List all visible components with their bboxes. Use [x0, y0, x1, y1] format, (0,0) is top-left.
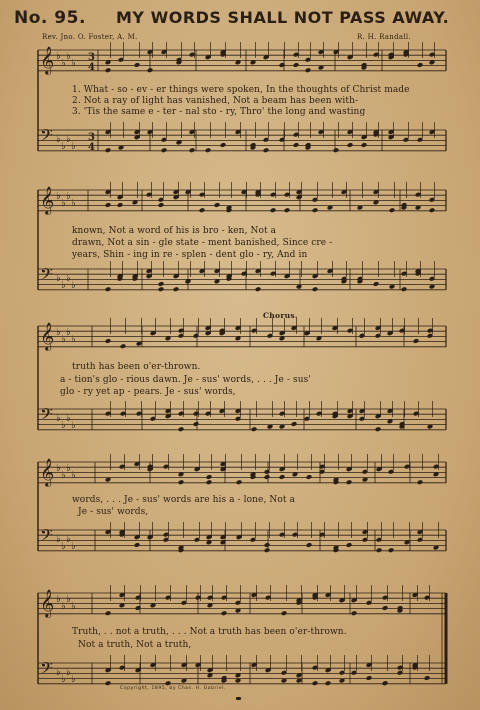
flat-icon: ♭ — [61, 601, 66, 612]
flat-icon: ♭ — [56, 413, 61, 424]
note-head — [375, 426, 382, 432]
note-head — [255, 286, 262, 292]
note-head — [291, 421, 298, 427]
bass-clef-icon: 𝄢 — [40, 125, 53, 149]
note-head — [236, 479, 243, 485]
flat-icon: ♭ — [66, 51, 71, 62]
note-head — [376, 547, 383, 553]
note-head — [105, 680, 112, 686]
flat-icon: ♭ — [66, 327, 71, 338]
bass-clef-icon: 𝄢 — [40, 404, 53, 428]
note-head — [120, 343, 127, 349]
note-head — [134, 542, 141, 548]
treble-clef-icon: 𝄞 — [40, 458, 55, 486]
flat-icon: ♭ — [66, 463, 71, 474]
flat-icon: ♭ — [61, 58, 66, 69]
note-head — [158, 281, 165, 287]
note-head — [366, 675, 373, 681]
note-head — [178, 426, 185, 432]
flat-icon: ♭ — [66, 191, 71, 202]
flat-icon: ♭ — [66, 413, 71, 424]
treble-clef-icon: 𝄞 — [40, 186, 55, 214]
note-head — [220, 142, 227, 148]
note-head — [281, 610, 288, 616]
flat-icon: ♭ — [71, 470, 76, 481]
time-signature: 3 — [88, 132, 95, 143]
flat-icon: ♭ — [56, 327, 61, 338]
note-head — [279, 474, 286, 480]
note-head — [264, 474, 271, 480]
bass-clef-icon: 𝄢 — [40, 264, 53, 288]
treble-clef-icon: 𝄞 — [40, 589, 55, 617]
hymn-number: No. 95. — [14, 8, 86, 28]
note-head — [306, 542, 313, 548]
note-head — [105, 67, 112, 73]
flat-icon: ♭ — [56, 534, 61, 545]
note-head — [305, 67, 312, 73]
flat-icon: ♭ — [71, 674, 76, 685]
note-head — [199, 207, 206, 213]
note-head — [373, 281, 380, 287]
note-head — [325, 680, 332, 686]
flat-icon: ♭ — [71, 198, 76, 209]
flat-icon: ♭ — [61, 541, 66, 552]
flat-icon: ♭ — [61, 674, 66, 685]
note-head — [347, 142, 354, 148]
note-head — [389, 207, 396, 213]
chorus-label: Chorus. — [263, 311, 298, 320]
note-head — [214, 202, 221, 208]
treble-clef-icon: 𝄞 — [40, 322, 55, 350]
flat-icon: ♭ — [66, 534, 71, 545]
flat-icon: ♭ — [71, 141, 76, 152]
note-head — [284, 207, 291, 213]
bass-clef-icon: 𝄢 — [40, 658, 53, 682]
flat-icon: ♭ — [61, 420, 66, 431]
flat-icon: ♭ — [56, 273, 61, 284]
flat-icon: ♭ — [61, 280, 66, 291]
flat-icon: ♭ — [61, 334, 66, 345]
hymn-title: MY WORDS SHALL NOT PASS AWAY. — [116, 8, 450, 27]
note-head — [105, 202, 112, 208]
note-head — [306, 474, 313, 480]
note-head — [382, 680, 389, 686]
note-head — [161, 147, 168, 153]
note-head — [312, 286, 319, 292]
note-head — [293, 62, 300, 68]
flat-icon: ♭ — [56, 51, 61, 62]
flat-icon: ♭ — [71, 601, 76, 612]
note-head — [193, 421, 200, 427]
composer-credit: R. H. Randall. — [357, 33, 411, 41]
lyric-line: known, Not a word of his is bro - ken, Not a — [72, 226, 277, 236]
note-head — [312, 207, 319, 213]
note-head — [293, 142, 300, 148]
lyric-line: truth has been o'er-thrown. — [72, 362, 201, 372]
note-head — [312, 680, 319, 686]
note-head — [117, 202, 124, 208]
flat-icon: ♭ — [56, 463, 61, 474]
flat-icon: ♭ — [71, 541, 76, 552]
note-head — [382, 605, 389, 611]
flat-icon: ♭ — [71, 334, 76, 345]
note-head — [413, 338, 420, 344]
flat-icon: ♭ — [66, 594, 71, 605]
flat-icon: ♭ — [66, 134, 71, 145]
flat-icon: ♭ — [61, 198, 66, 209]
note-head — [264, 547, 271, 553]
lyric-line: 1. What - so - ev - er things were spoken, In the thoughts of Christ made — [72, 85, 410, 95]
flat-icon: ♭ — [56, 594, 61, 605]
lyric-line: Not a truth, Not a truth, — [78, 640, 192, 650]
time-signature: 3 — [88, 52, 95, 63]
note-head — [361, 142, 368, 148]
lyric-line: 3. 'Tis the same e - ter - nal sto - ry, Thro' the long and wasting — [72, 107, 366, 117]
time-signature: 4 — [88, 142, 95, 153]
note-head — [429, 207, 436, 213]
note-head — [346, 542, 353, 548]
note-head — [417, 479, 424, 485]
note-head — [158, 202, 165, 208]
note-head — [105, 286, 112, 292]
note-head — [189, 147, 196, 153]
note-head — [270, 207, 277, 213]
note-head — [388, 547, 395, 553]
note-head — [206, 479, 213, 485]
note-head — [178, 479, 185, 485]
note-head — [134, 62, 141, 68]
copyright-notice: Copyright, 1895, by Chas. H. Gabriel. — [120, 686, 227, 691]
flat-icon: ♭ — [56, 667, 61, 678]
note-head — [147, 67, 154, 73]
page-mark — [236, 697, 241, 700]
flat-icon: ♭ — [71, 58, 76, 69]
note-head — [417, 62, 424, 68]
note-head — [424, 675, 431, 681]
lyric-line: 2. Not a ray of light has vanished, Not a beam has been with- — [72, 96, 359, 106]
lyric-line: Truth, . . not a truth, . . . Not a truth has been o'er-thrown. — [72, 627, 347, 637]
flat-icon: ♭ — [56, 191, 61, 202]
note-head — [205, 147, 212, 153]
flat-icon: ♭ — [71, 420, 76, 431]
note-head — [221, 610, 228, 616]
note-head — [105, 338, 112, 344]
flat-icon: ♭ — [56, 134, 61, 145]
flat-icon: ♭ — [61, 141, 66, 152]
note-head — [251, 426, 258, 432]
flat-icon: ♭ — [71, 280, 76, 291]
note-head — [351, 610, 358, 616]
flat-icon: ♭ — [66, 667, 71, 678]
note-head — [401, 286, 408, 292]
note-head — [206, 474, 213, 480]
lyric-line: words, . . . Je - sus' words are his a - lone, Not a — [72, 495, 296, 505]
lyric-line: drawn, Not a sin - gle state - ment banished, Since cre - — [72, 238, 333, 248]
flat-icon: ♭ — [61, 470, 66, 481]
lyric-line: glo - ry yet ap - pears. Je - sus' words, — [60, 387, 236, 397]
note-head — [264, 542, 271, 548]
note-head — [105, 147, 112, 153]
author-credit: Rev. Jno. O. Foster, A. M. — [42, 33, 138, 41]
note-head — [173, 286, 180, 292]
note-head — [346, 479, 353, 485]
lyric-line: Je - sus' words, — [78, 507, 149, 517]
note-head — [105, 610, 112, 616]
note-head — [158, 286, 165, 292]
note-head — [333, 147, 340, 153]
time-signature: 4 — [88, 62, 95, 73]
treble-clef-icon: 𝄞 — [40, 46, 55, 74]
lyric-line: years, Shin - ing in re - splen - dent glo - ry, And in — [72, 250, 308, 260]
flat-icon: ♭ — [66, 273, 71, 284]
note-head — [263, 147, 270, 153]
bass-clef-icon: 𝄢 — [40, 525, 53, 549]
lyric-line: a - tion's glo - rious dawn. Je - sus' words, . . . Je - sus' — [60, 375, 311, 385]
